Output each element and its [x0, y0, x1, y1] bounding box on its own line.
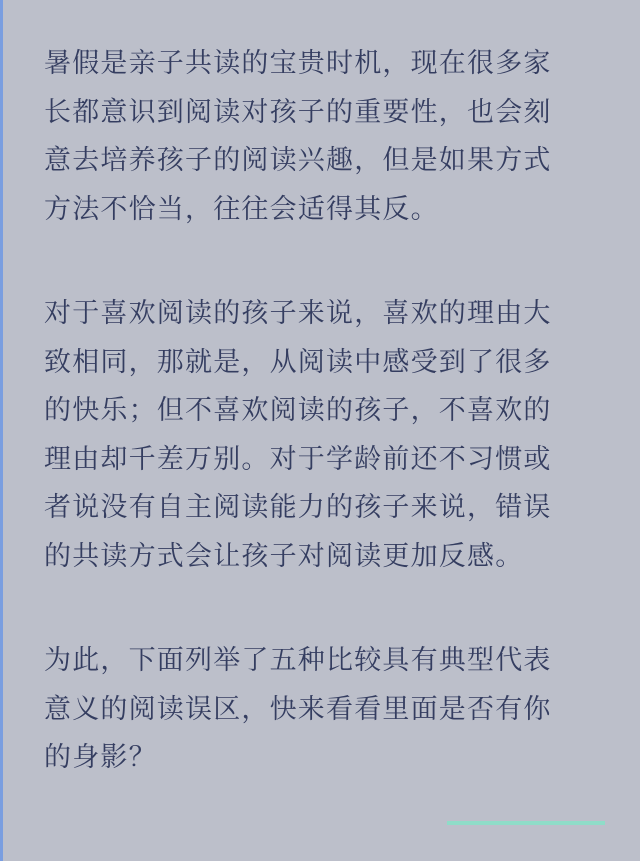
paragraph-line: 的共读方式会让孩子对阅读更加反感。 [44, 540, 524, 572]
paragraph-reasons [44, 290, 610, 581]
paragraph-line: 的身影？ [44, 742, 157, 773]
paragraph-misconceptions-intro [44, 637, 610, 783]
paragraph-line: 暑假是亲子共读的宝贵时机，现在很多家 [44, 48, 552, 79]
paragraph-line: 致相同，那就是，从阅读中感受到了很多 [44, 346, 552, 378]
paragraph-line: 方法不恰当，往往会适得其反。 [44, 193, 439, 225]
left-accent-rule [0, 0, 3, 861]
article-body [44, 40, 610, 839]
paragraph-intro [44, 40, 610, 234]
paragraph-line: 理由却千差万别。对于学龄前还不习惯或 [44, 443, 552, 475]
paragraph-line: 者说没有自主阅读能力的孩子来说，错误 [44, 492, 552, 523]
paragraph-line: 意义的阅读误区，快来看看里面是否有你 [44, 693, 552, 725]
paragraph-line: 意去培养孩子的阅读兴趣，但是如果方式 [44, 145, 552, 176]
paragraph-line: 对于喜欢阅读的孩子来说，喜欢的理由大 [44, 298, 552, 329]
section-end-divider [447, 821, 605, 825]
paragraph-line: 为此，下面列举了五种比较具有典型代表 [44, 645, 552, 676]
paragraph-line: 的快乐；但不喜欢阅读的孩子，不喜欢的 [44, 395, 552, 426]
paragraph-line: 长都意识到阅读对孩子的重要性，也会刻 [44, 96, 552, 128]
